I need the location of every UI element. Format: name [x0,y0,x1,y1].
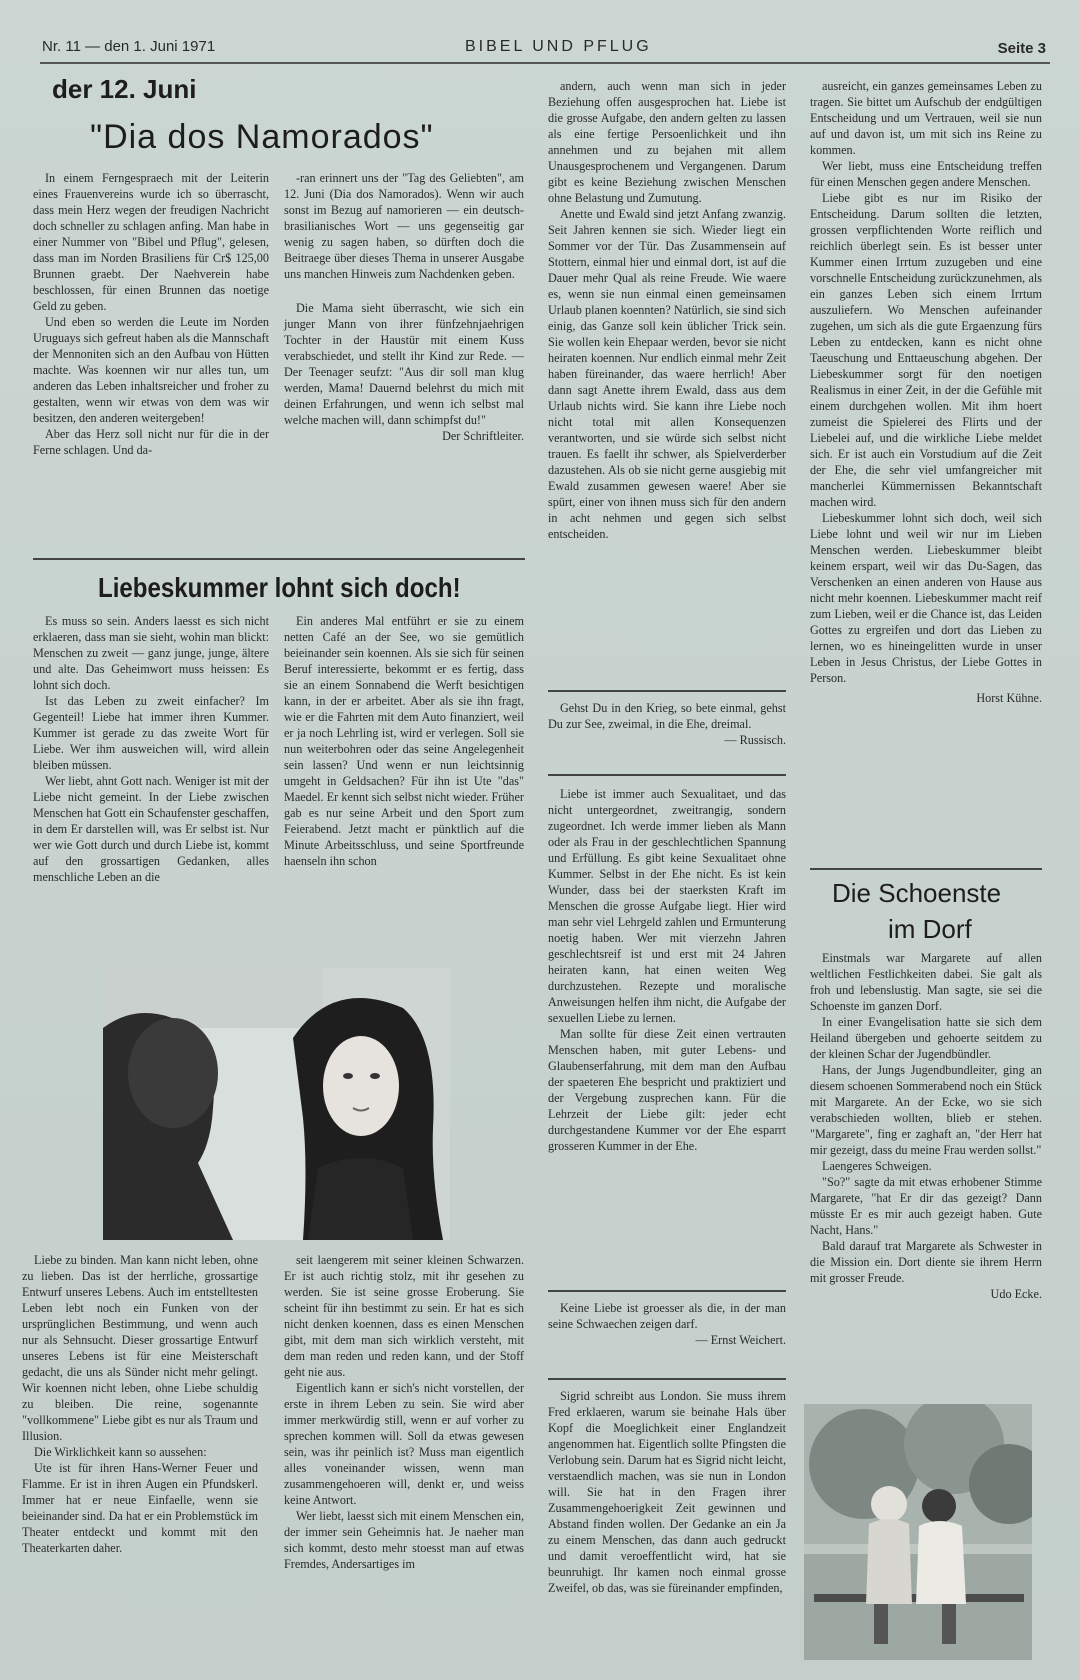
paragraph: seit laengerem mit seiner kleinen Schwarzen. Er ist auch richtig stolz, mit ihr gesehen zu werden. Sie ist seine grosse Eroberung. Sie scheint für ihn bestimmt zu sein. Er hat es sich nicht denken koennen, dass es einen Menschen gibt, mit dem man sich wirklich versteht, mit dem man reden und reden kann, und der Stoff geht nie aus. [284,1253,524,1379]
paragraph: Die Mama sieht überrascht, wie sich ein junger Mann von ihrer fünfzehnjaehrigen Tochter in der Haustür mit einem Kuss verabschiedet, und stellt ihr Kind zur Rede. — Der Teenager seufzt: "Aus dir soll man klug werden, Mama! Dauernd belehrst du mich mit deinen Erfahrungen, und wenn ich selbst mal welche machen will, dann schimpfst du!" [284,301,524,427]
paragraph: Wer liebt, ahnt Gott nach. Weniger ist mit der Liebe nicht gemeint. In der Liebe zwischen Menschen hat Gott ein Schaufenster geschaffen, in dem Er darstellen will, was Er selbst ist. Nur wer wie Gott durch und durch Liebe ist, kommt auf den grossartigen Gedanken, alles menschliche Leben an die [33,774,269,884]
paragraph: Wer liebt, laesst sich mit einem Menschen ein, der immer sein Geheimnis hat. Je naeher man sich kommt, desto mehr stoesst man auf etwas Fremdes, Andersartiges im [284,1509,524,1571]
article2-column-2-continued [284,1252,524,1572]
quote-weichert [548,1300,786,1348]
article2-column-4 [810,78,1042,706]
paragraph: Es muss so sein. Anders laesst es sich nicht erklaeren, dass man sie sieht, wohin man blickt: Menschen zu zweit — ganz junge, junge, ältere und alte. Das Geheimwort muss heissen: Es lohnt sich doch. [33,614,269,692]
paragraph: Liebe ist immer auch Sexualitaet, und das nicht untergeordnet, zweitrangig, sondern zugeordnet. Ich werde immer lieben als Mann oder als Frau in der geschlechtlichen Spannung und Erfüllung. Es gibt keine Sexualitaet ohne Kummer. Selbst in der Ehe nicht. Es ist kein Wunder, dass bei der staerksten Kraft im Menschen die grosse Aufgabe liegt. Hier wird man sehr viel Lehrgeld zahlen und Ermunterung noetig haben. Wer mit vierzehn Jahren geschlechtsreif ist und erst mit 24 Jahren heiraten kann, hat einen weiten Weg durchzustehen. Rezepte und moralische Anweisungen helfen ihm nicht, die Aufgabe der sexuellen Liebe zu lernen. [548,787,786,1025]
paragraph: Man sollte für diese Zeit einen vertrauten Menschen haben, mit guter Lebens- und Glaubenserfahrung, mit dem man den Aufbau der spaeteren Ehe bespricht und praktiziert und der Vergebung zusprechen kann. Für die Lehrzeit der Liebe gilt: jeder echt durchgestandene Kummer vor der Ehe esparrt grosseren Kummer in der Ehe. [548,1027,786,1153]
newspaper-title: BIBEL UND PFLUG [465,38,652,55]
article5-body [810,950,1042,1302]
article1-column-1 [33,170,269,458]
paragraph: Liebeskummer lohnt sich doch, weil sich Liebe lohnt und weil wir nur im Lieben Menschen werden. Liebeskummer bleibt keinem erspart, weil wir das Du-Sagen, das Verschenken an einen anderen von Hause aus nicht mehr koennen. Liebeskummer macht reif zum Lieben, weil er die Chance ist, das Leiden Gottes zu ergreifen und dort das Lieben zu lernen, wo es hineingelitten wurde in unser Leben in Jesus Christus, der Liebe Gottes in Person. [810,511,1042,685]
divider [548,774,786,776]
article5-headline-line2: im Dorf [888,914,972,944]
bench-couple-photo-image [804,1404,1032,1660]
quote-source: — Ernst Weichert. [695,1333,786,1347]
divider [548,690,786,692]
quote-text: Keine Liebe ist groesser als die, in der man seine Schwaechen zeigen darf. [548,1301,786,1331]
paragraph: Ute ist für ihren Hans-Werner Feuer und Flamme. Er ist in ihren Augen ein Pfundskerl. Immer hat er neue Einfaelle, wenn sie beieinander sind. Da hat er ein Problemstück im Theater entdeckt und kommt mit den Theaterkarten daher. [22,1461,258,1555]
paragraph: Wer liebt, muss eine Entscheidung treffen für einen Menschen gegen andere Menschen. [810,159,1042,189]
paragraph: Anette und Ewald sind jetzt Anfang zwanzig. Seit Jahren kennen sie sich. Wieder liegt ein Sommer vor der Tür. Das Zusammensein auf Stottern, einmal hier und einmal dort, ist auf die Dauer mehr Qual als reine Freude. Wie waere es, wenn sie nun einmal einen gemeinsamen Urlaub planen koennten? Natürlich, sie sind sich einig, das Ganze soll kein üblicher Trick sein. Sie wollen kein Ehepaar werden, bevor sie nicht heiraten koennen. Nur endlich einmal mehr Zeit haben füreinander, das waere herrlich! Aber dann sagt Anette ihrem Ewald, dass aus dem Urlaub nichts wird. Sie kann ihre Liebe noch nicht total mit allen Konsequenzen verantworten, und sie würde sich selbst nicht trauen. Es faellt ihr schwer, als Spielverderber dazustehen. Als ob sie nicht gerne ausgiebig mit Ewald zusammen gewesen waere! Aber sie spürt, einer von ihnen muss sich für den andern in acht nehmen und gegen sich selbst entscheiden. [548,207,786,541]
paragraph: In einem Ferngespraech mit der Leiterin eines Frauenvereins wurde ich so überrascht, dass mein Herz wegen der freudigen Nachricht doch schneller zu schlagen anfing. Man habe in einer Nummer von "Bibel und Pflug", gelesen, dass man im Norden Brasiliens für Cr$ 125,00 Brunnen graebt. Der Naehverein habe beschlossen, für einen Brunnen das noetige Geld zu geben. [33,171,269,313]
article2-headline: Liebeskummer lohnt sich doch! [98,572,461,603]
paragraph: Einstmals war Margarete auf allen weltlichen Festlichkeiten dabei. Sie galt als froh und lebenslustig. Man sagte, sie sei die Schoenste im ganzen Dorf. [810,951,1042,1013]
paragraph: -ran erinnert uns der "Tag des Geliebten", am 12. Juni (Dia dos Namorados). Wenn wir auch sonst im Bezug auf namorieren — ein deutsch-brasilianisches Wort — uns gegenseitig gar wenig zu sagen haben, so dürften doch die Beitraege über dieses Thema in unserer Ausgabe uns manchen Hinweis zum Nachdenken geben. [284,171,524,281]
paragraph: ausreicht, ein ganzes gemeinsames Leben zu tragen. Sie bittet um Aufschub der endgültigen Entscheidung und um Vertrauen, weil sie nun auf und davon ist, um mit sich ins Reine zu kommen. [810,79,1042,157]
article5-headline-line1: Die Schoenste [832,878,1002,908]
divider [548,1290,786,1292]
divider [33,558,525,560]
paragraph: Aber das Herz soll nicht nur für die in der Ferne schlagen. Und da- [33,427,269,457]
paragraph: andern, auch wenn man sich in jeder Beziehung offen ausgesprochen hat. Liebe ist die grosse Aufgabe, den andern gelten zu lassen als eine fertige Persoenlichkeit und ihn annehmen und zu bejahen mit allem Unausgesprochenem und Vergangenen. Darum gibt es keine Beziehung zwischen Menschen ohne Belastung und Zumutung. [548,79,786,205]
article2-signature: Horst Kühne. [976,691,1042,705]
article1-kicker: der 12. Juni [52,74,197,104]
article5-signature: Udo Ecke. [990,1287,1042,1301]
paragraph: Laengeres Schweigen. [822,1159,932,1173]
article2-column-2 [284,613,524,869]
paragraph: Liebe gibt es nur im Risiko der Entscheidung. Darum sollten die letzten, grossen verpflichtenden Worte reiflich und reichlich überlegt sein. Es ist besser unter Kummer einen Irrtum zuzugeben und eine vorschnelle Entscheidung zurückzunehmen, als ein ganzes Leben sich einem Irrtum auszuliefern. Wo Menschen aufeinander zugehen, um sich als die gute Ergaenzung fürs Leben zu entdecken, kann es nicht ohne Taeuschung und Enttaeuschung abgehen. Der Liebeskummer sorgt für den noetigen Realismus in einer Zeit, in der die Gefühle mit einem durchgehen wollen. Mit ihm hoert zumeist die Spielerei des Flirts und der Liebelei auf, und die wirkliche Liebe meldet sich. Er ist auch ein Vorstudium auf die Zeit der Ehe, die sehr viel umfangreicher mit mancherlei Kümmernissen Bekanntschaft machen wird. [810,191,1042,509]
paragraph: Eigentlich kann er sich's nicht vorstellen, der erste in ihrem Leben zu sein. Sie wird aber immer merkwürdig still, wenn er auf vorher zu sprechen kommen will. Soll da etwas gewesen sein, was ihr peinlich ist? Muss man eigentlich alles voneinander wissen, wenn man zusammengehoeren will, denkt er, und weiss keine Antwort. [284,1381,524,1507]
paragraph: Bald darauf trat Margarete als Schwester in die Mission ein. Dort diente sie ihrem Herrn mit grosser Freude. [810,1239,1042,1285]
article3-body [548,786,786,1154]
article2-column-1 [33,613,269,885]
article2-column-1-continued [22,1252,258,1556]
paragraph: Die Wirklichkeit kann so aussehen: [34,1445,207,1459]
article1-column-2 [284,170,524,444]
paragraph: In einer Evangelisation hatte sie sich dem Heiland übergeben und gehoerte seitdem zu der kleinen Schar der Jugendbündler. [810,1015,1042,1061]
quote-text: Gehst Du in den Krieg, so bete einmal, gehst Du zur See, zweimal, in die Ehe, dreimal. [548,701,786,731]
couple-photo-image [103,968,450,1240]
quote-russian [548,700,786,748]
divider [548,1378,786,1380]
paragraph: Ein anderes Mal entführt er sie zu einem netten Café an der See, wo sie gemütlich beieinander sein koennen. Als sie sich für seinen Beruf interessierte, bekommt er es fertig, dass sie an einem Sonnabend die Werft besichtigen kann, in der er arbeitet. Aber als sie ihn fragt, wie er die Fahrten mit dem Auto finanziert, weil er ja noch Lehrling ist, wird er verlegen. Soll sie nun weiterbohren oder das seine Angelegenheit sein lassen? Und wenn er nun leichtsinnig umgeht in Geldsachen? Für ihn ist Ute "das" Maedel. Er kennt sich selbst nicht wieder. Früher gab es nur seine Arbeit und den Sport zum Feierabend. Jetzt macht er pünktlich auf die Minute Arbeitsschluss, und seine Sportfreunde haenseln ihn schon [284,614,524,868]
paragraph: Liebe zu binden. Man kann nicht leben, ohne zu lieben. Das ist der herrliche, grossartige Entwurf unseres Lebens. Auch im entstelltesten Leben lebt noch ein Funken von der ursprünglichen Bestimmung, und wenn auch nur als Sehnsucht. Dieser grossartige Entwurf unseres Lebens ist für eine Meisterschaft gedacht, die uns als Sünder nicht mehr gelingt. Wir koennen nicht leben, ohne Liebe schuldig zu bleiben. Die reine, sogenannte "vollkommene" Liebe gibt es nur als Traum und Illusion. [22,1253,258,1443]
paragraph: Hans, der Jungs Jugendbundleiter, ging an diesem schoenen Sommerabend noch ein Stück mit Margarete. An der Ecke, wo sie sich verabschieden wollten, blieb er stehen. "Margarete", fing er zaghaft an, "der Herr hat mir gezeigt, dass du meine Frau werden sollst." [810,1063,1042,1157]
article2-column-3 [548,78,786,542]
paragraph: Sigrid schreibt aus London. Sie muss ihrem Fred erklaeren, warum sie beinahe Hals über Kopf die Moeglichkeit einer Englandzeit angenommen hat. Eigentlich sollte Pfingsten die Verlobung sein. Darum hat es Sigrid nicht leicht, verstaendlich machen, was sie nun in London will. Sie hat in den Fragen ihrer Zusammengehoerigkeit Zeit gewinnen und Abstand finden wollen. Der Gedanke an ein Ja zu einem Menschen, das dann auch gedruckt und damit veroeffentlicht wird, hat sie beunruhigt. Ihr kamen noch einmal grosse Zweifel, ob das, was sie füreinander empfinden, [548,1389,786,1595]
paragraph: Und eben so werden die Leute im Norden Uruguays sich gefreut haben als die Mannschaft der Mennoniten sich an den Aufbau von Hütten machte. Was koennen wir nur alles tun, um anderen das Leben inhaltsreicher und froher zu gestalten, wenn wir etwas von dem was wir besitzen, den anderen weitergeben! [33,315,269,425]
article1-signature: Der Schriftleiter. [442,429,524,443]
paragraph: Ist das Leben zu zweit einfacher? Im Gegenteil! Liebe hat immer ihren Kummer. Kummer ist gerade zu das zweite Wort für Liebe. Wer ihm ausweichen will, wird allein bleiben müssen. [33,694,269,772]
couple-photo [103,968,450,1240]
issue-date: Nr. 11 — den 1. Juni 1971 [42,38,216,55]
bench-couple-photo [804,1404,1032,1660]
article4-body [548,1388,786,1596]
quote-source: — Russisch. [724,733,786,747]
divider [810,868,1042,870]
page-header [40,34,1050,64]
article1-headline: "Dia dos Namorados" [90,118,434,156]
paragraph: "So?" sagte da mit etwas erhobener Stimme Margarete, "hat Er dir das gezeigt? Dann müsste Er es mir auch gezeigt haben. Gute Nacht, Hans." [810,1175,1042,1237]
page-number: Seite 3 [997,40,1046,57]
